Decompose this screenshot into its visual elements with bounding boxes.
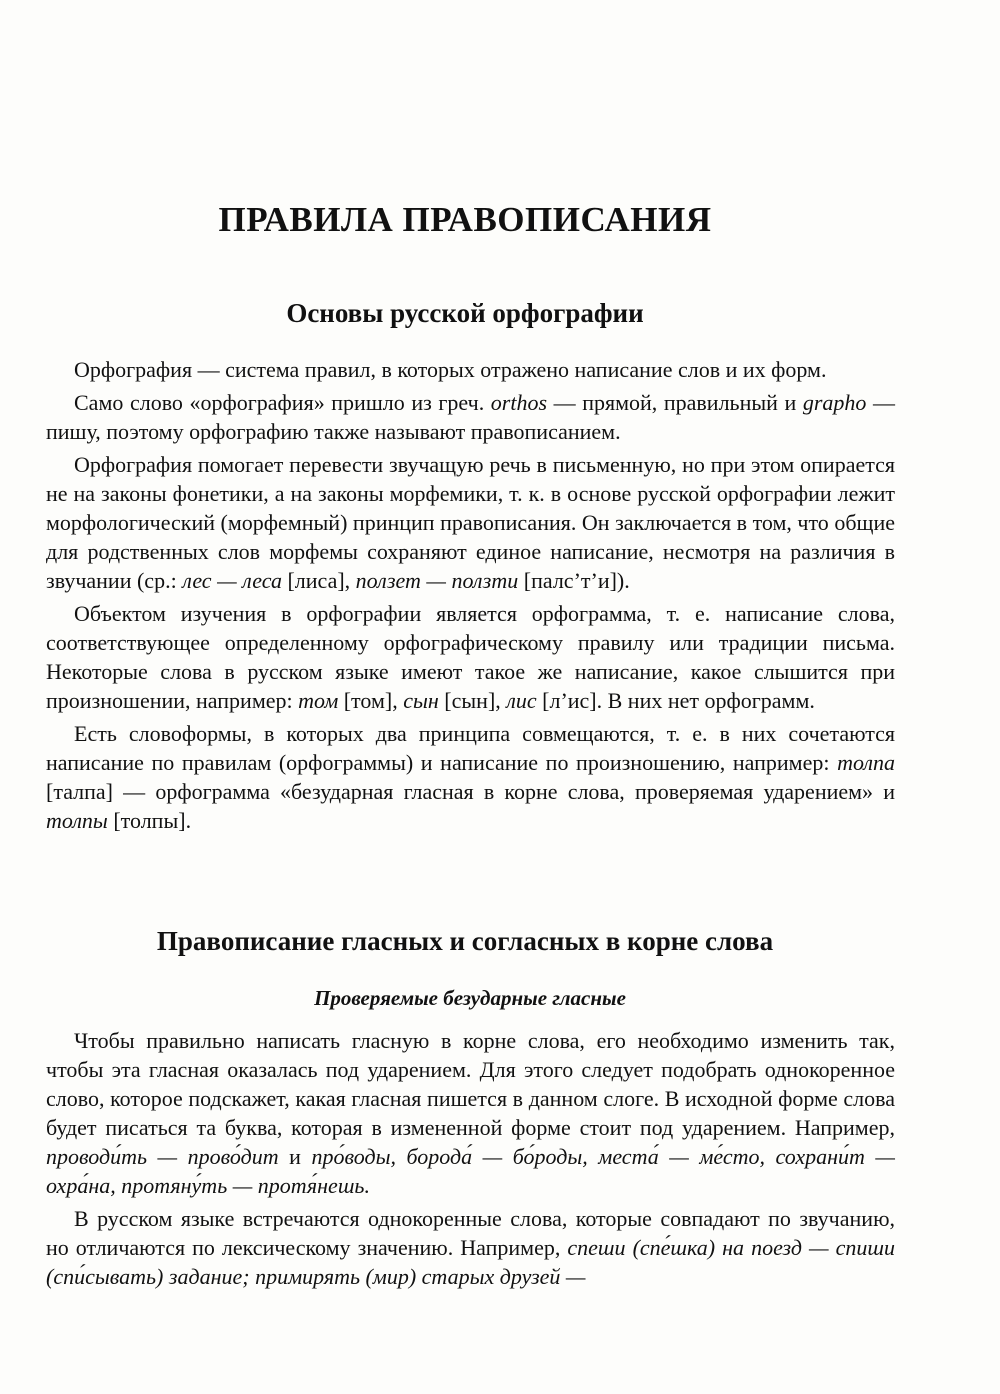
paragraph-stress-check: Чтобы правильно написать гласную в корне слова, его необходимо изменить так, чтобы эта гласная оказалась под ударением. Для этого следует подобрать однокоренное слово, которое подскажет, какая гласная пишется в данном слоге. В исходной форме слова будет писаться та буква, которая в измененной форме стоит под ударением. Например, проводи́ть — прово́дит и про́воды, борода́ — бо́роды, места́ — ме́сто, сохрани́т — охра́на, протяну́ть — протя́нешь. <box>46 1028 895 1198</box>
section-vowels-body <box>46 1026 895 1295</box>
subheading-checked-unstressed-vowels: Проверяемые безударные гласные <box>314 986 626 1010</box>
paragraph-orthogram: Объектом изучения в орфографии является орфограмма, т. е. написание слова, соответствующее определенному орфографическому правилу или традиции письма. Некоторые слова в русском языке имеют такое же написание, какое слышится при произношении, например: том [том], сын [сын], лис [л’ис]. В них нет орфограмм. <box>46 601 895 713</box>
section-heading-vowels-consonants: Правописание гласных и согласных в корне слова <box>156 926 774 956</box>
paragraph-combined-principles: Есть словоформы, в которых два принципа совмещаются, т. е. в них сочетаются написание по правилам (орфограммы) и написание по произношению, например: толпа [талпа] — орфограмма «безударная гласная в корне слова, проверяемая ударением» и толпы [толпы]. <box>46 721 895 833</box>
page-title: ПРАВИЛА ПРАВОПИСАНИЯ <box>218 200 712 239</box>
section-orthography-basics-body <box>46 355 895 839</box>
paragraph-homophones: В русском языке встречаются однокоренные слова, которые совпадают по звучанию, но отличаются по лексическому значению. Например, спеши (спе́шка) на поезд — спиши (спи́сывать) задание; примирять (мир) старых друзей — <box>46 1206 895 1289</box>
paragraph-definition: Орфография — система правил, в которых отражено написание слов и их форм. <box>74 357 827 382</box>
paragraph-etymology: Само слово «орфография» пришло из греч. orthos — прямой, правильный и grapho — пишу, поэтому орфографию также называют правописанием. <box>46 390 896 444</box>
paragraph-morphological-principle: Орфография помогает перевести звучащую речь в письменную, но при этом опирается не на законы фонетики, а на законы морфемики, т. к. в основе русской орфографии лежит морфологический (морфемный) принцип правописания. Он заключается в том, что общие для родственных слов морфемы сохраняют единое написание, несмотря на различия в звучании (ср.: лес — леса [лиса], ползет — ползти [палс’т’и]). <box>46 452 895 593</box>
section-heading-orthography-basics: Основы русской орфографии <box>286 298 644 328</box>
